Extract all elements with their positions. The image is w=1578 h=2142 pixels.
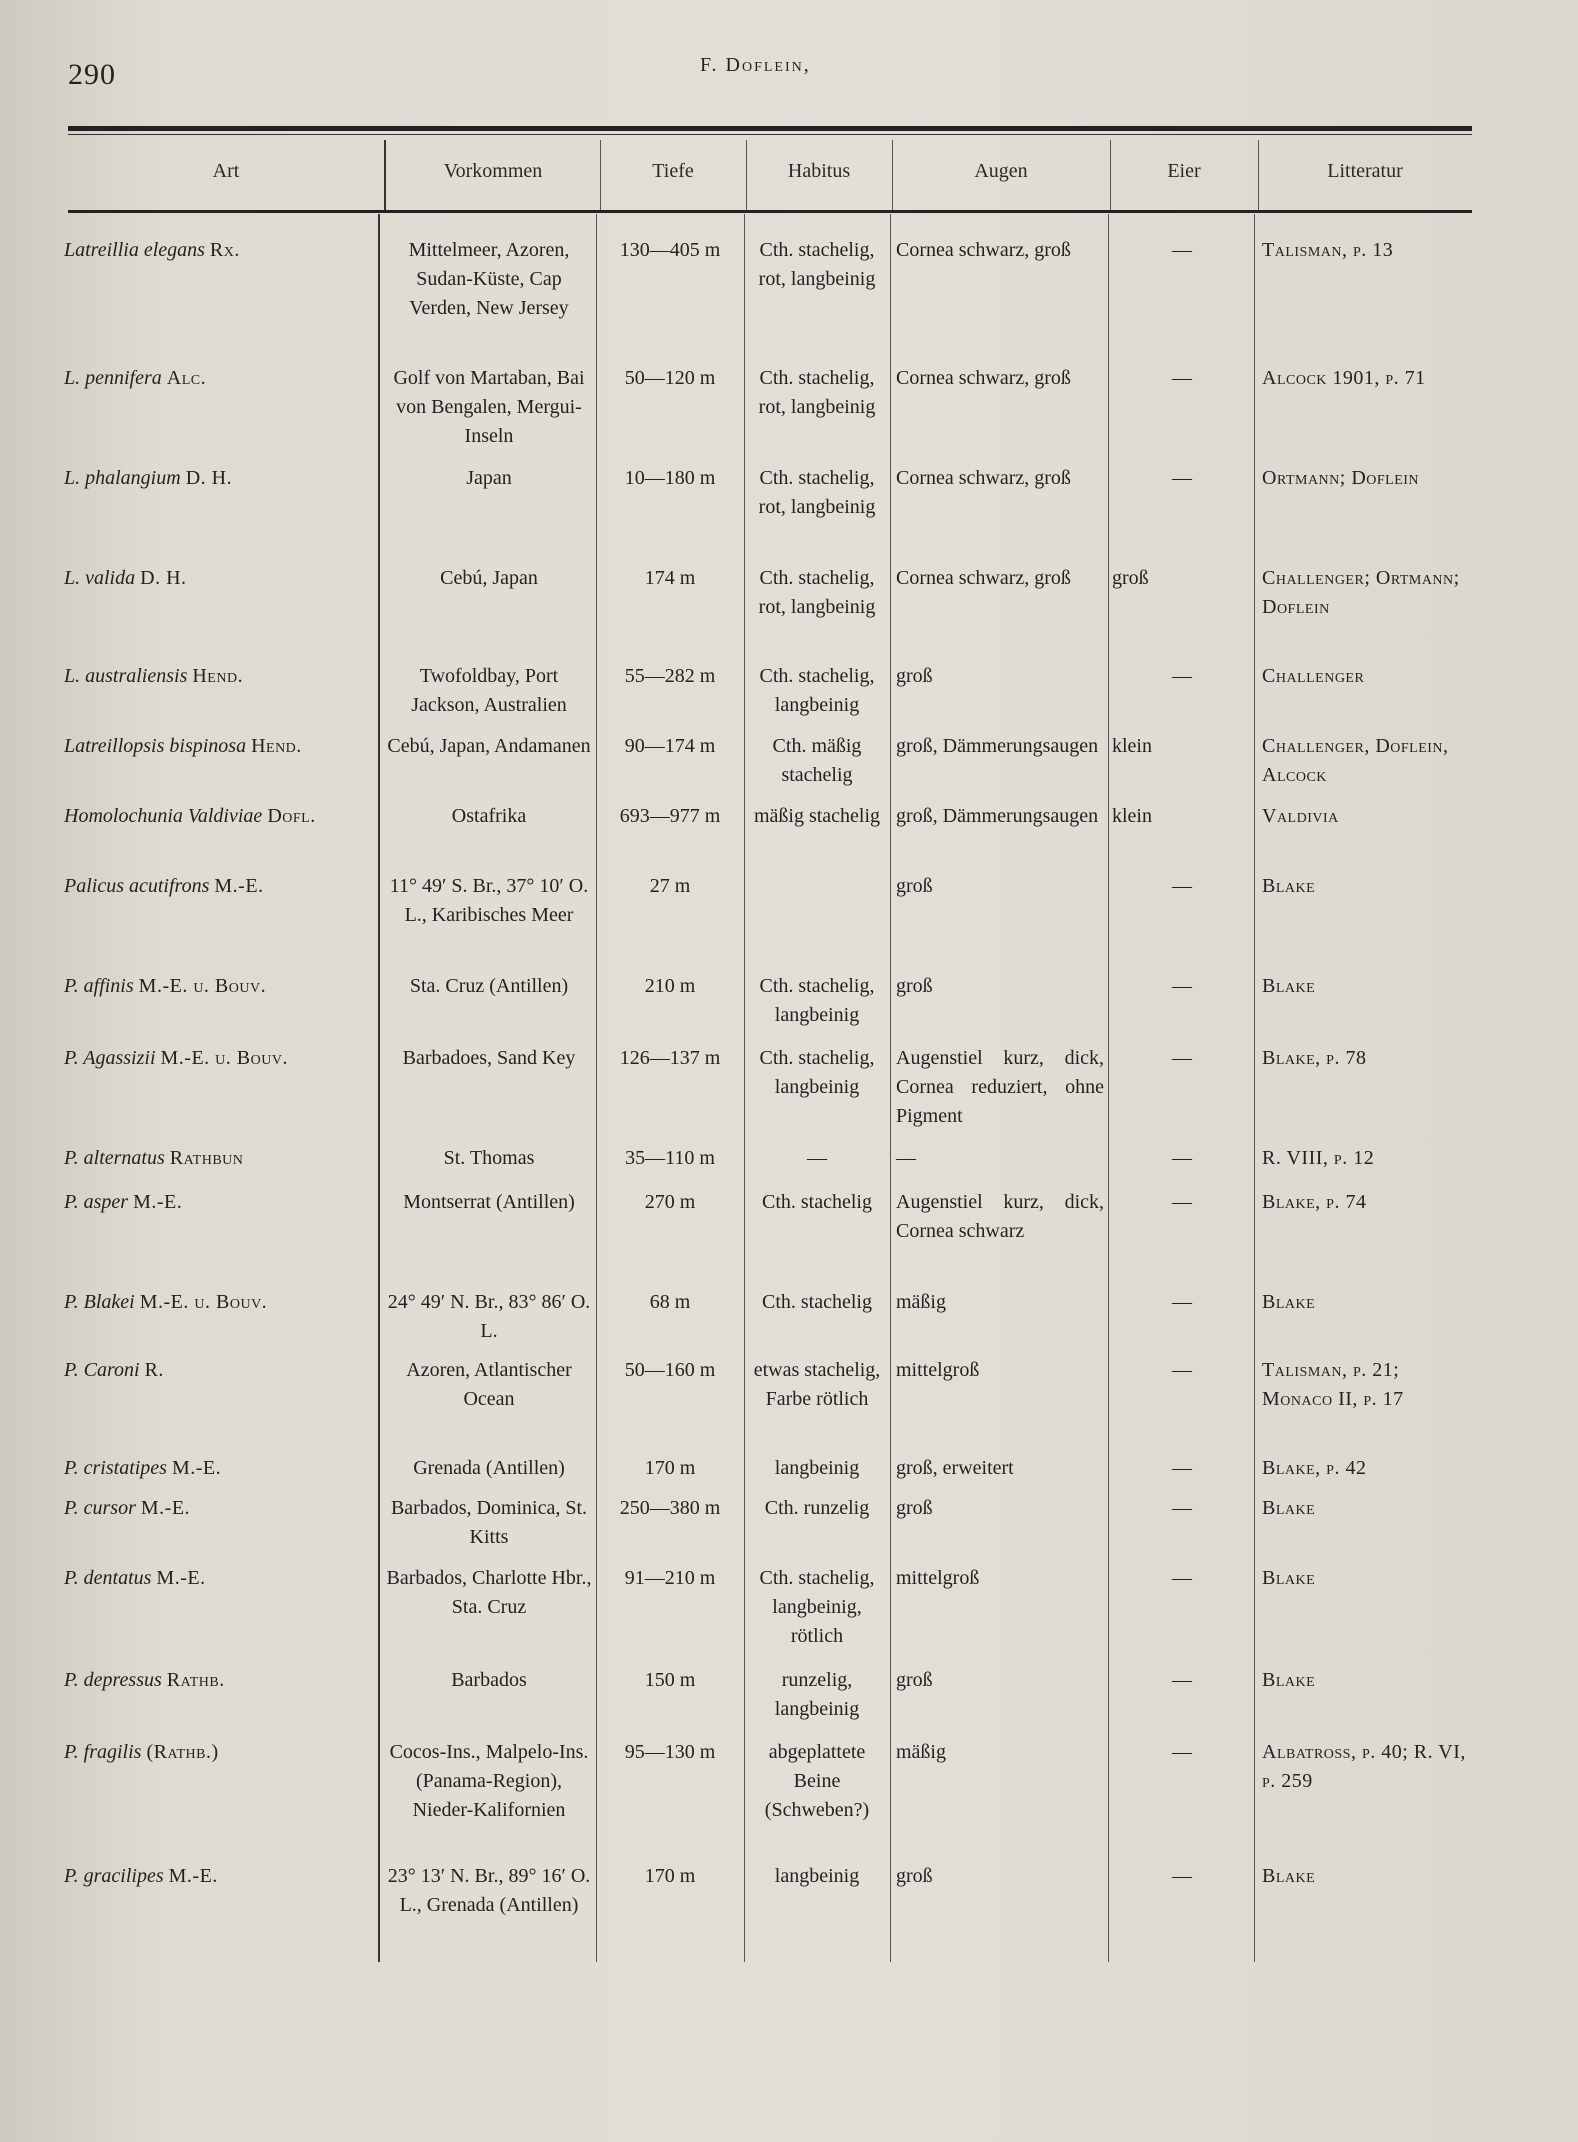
litteratur-cell: Albatross, p. 40; R. VI, p. 259 <box>1262 1741 1466 1792</box>
augen-cell: mäßig <box>896 1741 946 1763</box>
species-author: M.-E. u. Bouv. <box>160 1047 288 1069</box>
litteratur-cell: Blake, p. 78 <box>1262 1047 1367 1069</box>
column-divider <box>600 140 601 210</box>
litteratur-cell: Challenger <box>1262 665 1365 687</box>
habitus-cell: Cth. mäßig stachelig <box>772 735 862 786</box>
column-divider <box>892 140 893 210</box>
tiefe-cell: 130—405 m <box>619 239 721 261</box>
species-author: Rx. <box>209 239 240 261</box>
vorkommen-cell: 23° 13′ N. Br., 89° 16′ O. L., Grenada (Antillen) <box>387 1865 591 1916</box>
species-name: L. phalangium <box>64 467 181 489</box>
vorkommen-cell: Mittelmeer, Azoren, Sudan-Küste, Cap Verden, New Jersey <box>408 239 570 319</box>
species-name: P. alternatus <box>64 1147 165 1169</box>
eier-cell: — <box>1172 1047 1192 1069</box>
species-author: Alc. <box>166 367 207 389</box>
litteratur-cell: Blake <box>1262 1291 1316 1313</box>
species-cell <box>64 662 376 691</box>
eier-cell: — <box>1172 1497 1192 1519</box>
vorkommen-cell: Barbadoes, Sand Key <box>402 1047 576 1069</box>
column-header-eier: Eier <box>1167 160 1201 182</box>
species-name: P. cristatipes <box>64 1457 167 1479</box>
species-name: Homolochunia Valdiviae <box>64 805 263 827</box>
litteratur-cell: Ortmann; Doflein <box>1262 467 1420 489</box>
tiefe-cell: 10—180 m <box>624 467 716 489</box>
species-cell <box>64 464 376 493</box>
eier-cell: — <box>1172 1567 1192 1589</box>
species-cell <box>64 972 376 1001</box>
tiefe-cell: 27 m <box>649 875 691 897</box>
column-divider <box>1108 214 1109 1962</box>
habitus-cell: Cth. stachelig <box>762 1291 872 1313</box>
species-cell <box>64 1862 376 1891</box>
species-author: R. <box>144 1359 164 1381</box>
habitus-cell: langbeinig <box>774 1457 860 1479</box>
column-divider <box>1110 140 1111 210</box>
species-name: Latreillia elegans <box>64 239 205 261</box>
augen-cell: groß <box>896 665 933 687</box>
augen-cell: groß, Dämmerungsaugen <box>896 735 1099 757</box>
habitus-cell: Cth. stachelig, rot, langbeinig <box>758 567 876 618</box>
vorkommen-cell: Japan <box>466 467 512 489</box>
species-name: P. Blakei <box>64 1291 135 1313</box>
eier-cell: — <box>1172 1741 1192 1763</box>
habitus-cell: runzelig, langbeinig <box>774 1669 860 1720</box>
species-cell <box>64 364 376 393</box>
eier-cell: groß <box>1112 567 1149 589</box>
table-top-rule <box>68 126 1472 131</box>
vorkommen-cell: Ostafrika <box>451 805 527 827</box>
augen-cell: groß, erweitert <box>896 1457 1014 1479</box>
species-author: M.-E. <box>156 1567 206 1589</box>
species-name: P. asper <box>64 1191 129 1213</box>
litteratur-cell: R. VIII, p. 12 <box>1262 1147 1375 1169</box>
species-author: (Rathb.) <box>146 1741 219 1763</box>
column-divider <box>746 140 747 210</box>
species-cell <box>64 236 376 265</box>
vorkommen-cell: Twofoldbay, Port Jackson, Australien <box>411 665 567 716</box>
species-author: Dofl. <box>267 805 316 827</box>
vorkommen-cell: Barbados <box>451 1669 527 1691</box>
species-name: P. Agassizii <box>64 1047 156 1069</box>
augen-cell: groß <box>896 1497 933 1519</box>
vorkommen-cell: 11° 49′ S. Br., 37° 10′ O. L., Karibisches Meer <box>389 875 589 926</box>
species-author: M.-E. u. Bouv. <box>139 1291 268 1313</box>
augen-cell: mittelgroß <box>896 1359 980 1381</box>
species-cell <box>64 1666 376 1695</box>
column-divider <box>744 214 745 1962</box>
species-author: M.-E. <box>140 1497 191 1519</box>
tiefe-cell: 150 m <box>644 1669 696 1691</box>
eier-cell: — <box>1172 467 1192 489</box>
species-name: P. fragilis <box>64 1741 142 1763</box>
litteratur-cell: Blake, p. 74 <box>1262 1191 1367 1213</box>
eier-cell: — <box>1172 1457 1192 1479</box>
column-divider <box>1258 140 1259 210</box>
species-cell <box>64 1564 376 1593</box>
habitus-cell: — <box>807 1147 827 1169</box>
species-name: Palicus acutifrons <box>64 875 210 897</box>
species-cell <box>64 1738 376 1767</box>
column-header-litteratur: Litteratur <box>1327 160 1403 182</box>
augen-cell: mäßig <box>896 1291 946 1313</box>
eier-cell: — <box>1172 665 1192 687</box>
column-divider <box>890 214 891 1962</box>
column-header-augen: Augen <box>974 160 1028 182</box>
habitus-cell: Cth. stachelig <box>762 1191 872 1213</box>
column-divider <box>384 140 386 210</box>
species-author: Hend. <box>192 665 244 687</box>
column-divider <box>596 214 597 1962</box>
column-header-vorkommen: Vorkommen <box>443 160 543 182</box>
eier-cell: klein <box>1112 735 1152 757</box>
species-cell <box>64 1494 376 1523</box>
tiefe-cell: 270 m <box>644 1191 696 1213</box>
species-name: P. cursor <box>64 1497 136 1519</box>
species-cell <box>64 1454 376 1483</box>
habitus-cell: Cth. stachelig, rot, langbeinig <box>758 239 876 290</box>
augen-cell: Cornea schwarz, groß <box>896 367 1071 389</box>
vorkommen-cell: Grenada (Antillen) <box>413 1457 565 1479</box>
vorkommen-cell: 24° 49′ N. Br., 83° 86′ O. L. <box>387 1291 591 1342</box>
vorkommen-cell: Sta. Cruz (Antillen) <box>409 975 569 997</box>
litteratur-cell: Blake <box>1262 975 1316 997</box>
habitus-cell: abgeplattete Beine (Schweben?) <box>764 1741 870 1821</box>
tiefe-cell: 170 m <box>644 1865 696 1887</box>
species-name: P. affinis <box>64 975 134 997</box>
eier-cell: — <box>1172 975 1192 997</box>
habitus-cell: Cth. stachelig, langbeinig <box>759 665 875 716</box>
habitus-cell: Cth. stachelig, langbeinig, rötlich <box>759 1567 875 1647</box>
tiefe-cell: 693—977 m <box>619 805 721 827</box>
eier-cell: — <box>1172 1147 1192 1169</box>
vorkommen-cell: Montserrat (Antillen) <box>403 1191 575 1213</box>
species-author: M.-E. <box>133 1191 183 1213</box>
habitus-cell: Cth. stachelig, rot, langbeinig <box>758 467 876 518</box>
tiefe-cell: 174 m <box>644 567 696 589</box>
species-author: M.-E. <box>168 1865 218 1887</box>
species-cell <box>64 564 376 593</box>
species-cell <box>64 1188 376 1217</box>
vorkommen-cell: Cebú, Japan, Andamanen <box>387 735 591 757</box>
species-name: P. gracilipes <box>64 1865 164 1887</box>
habitus-cell: mäßig stachelig <box>753 805 881 827</box>
tiefe-cell: 250—380 m <box>619 1497 721 1519</box>
augen-cell: Cornea schwarz, groß <box>896 239 1071 261</box>
tiefe-cell: 95—130 m <box>624 1741 716 1763</box>
species-cell <box>64 872 376 901</box>
tiefe-cell: 50—120 m <box>624 367 716 389</box>
species-author: Rathbun <box>169 1147 244 1169</box>
tiefe-cell: 170 m <box>644 1457 696 1479</box>
tiefe-cell: 210 m <box>644 975 696 997</box>
habitus-cell: Cth. stachelig, langbeinig <box>759 975 875 1026</box>
litteratur-cell: Valdivia <box>1262 805 1339 827</box>
habitus-cell: Cth. stachelig, rot, langbeinig <box>758 367 876 418</box>
vorkommen-cell: Cebú, Japan <box>440 567 538 589</box>
habitus-cell: Cth. stachelig, langbeinig <box>759 1047 875 1098</box>
augen-cell: Cornea schwarz, groß <box>896 567 1071 589</box>
vorkommen-cell: St. Thomas <box>443 1147 535 1169</box>
augen-cell: mittelgroß <box>896 1567 980 1589</box>
augen-cell: groß <box>896 875 933 897</box>
species-cell <box>64 732 376 761</box>
species-author: D. H. <box>140 567 187 589</box>
species-cell <box>64 1288 376 1317</box>
species-cell <box>64 1144 376 1173</box>
column-header-art: Art <box>212 160 240 182</box>
column-divider <box>378 214 380 1962</box>
page-number: 290 <box>68 58 116 91</box>
augen-cell: Augenstiel kurz, dick, Cornea schwarz <box>896 1191 1104 1242</box>
eier-cell: klein <box>1112 805 1152 827</box>
tiefe-cell: 126—137 m <box>619 1047 721 1069</box>
tiefe-cell: 35—110 m <box>625 1147 715 1169</box>
species-cell <box>64 802 376 831</box>
litteratur-cell: Alcock 1901, p. 71 <box>1262 367 1426 389</box>
species-name: L. pennifera <box>64 367 162 389</box>
species-author: M.-E. u. Bouv. <box>138 975 267 997</box>
litteratur-cell: Talisman, p. 13 <box>1262 239 1394 261</box>
species-cell <box>64 1356 376 1385</box>
habitus-cell: Cth. runzelig <box>764 1497 870 1519</box>
species-author: Hend. <box>251 735 302 757</box>
tiefe-cell: 90—174 m <box>624 735 716 757</box>
habitus-cell: langbeinig <box>774 1865 860 1887</box>
litteratur-cell: Blake <box>1262 1865 1316 1887</box>
litteratur-cell: Talisman, p. 21; Monaco II, p. 17 <box>1262 1359 1404 1410</box>
tiefe-cell: 91—210 m <box>624 1567 716 1589</box>
tiefe-cell: 50—160 m <box>624 1359 716 1381</box>
litteratur-cell: Blake, p. 42 <box>1262 1457 1367 1479</box>
species-author: M.-E. <box>171 1457 222 1479</box>
eier-cell: — <box>1172 1359 1192 1381</box>
vorkommen-cell: Barbados, Dominica, St. Kitts <box>390 1497 588 1548</box>
eier-cell: — <box>1172 1291 1192 1313</box>
eier-cell: — <box>1172 1191 1192 1213</box>
species-author: D. H. <box>185 467 233 489</box>
litteratur-cell: Blake <box>1262 1567 1316 1589</box>
vorkommen-cell: Cocos-Ins., Malpelo-Ins. (Panama-Region), Nieder-Kalifornien <box>389 1741 589 1821</box>
species-author: Rathb. <box>166 1669 225 1691</box>
vorkommen-cell: Barbados, Charlotte Hbr., Sta. Cruz <box>386 1567 592 1618</box>
litteratur-cell: Blake <box>1262 1669 1316 1691</box>
litteratur-cell: Blake <box>1262 1497 1316 1519</box>
species-name: P. dentatus <box>64 1567 152 1589</box>
augen-cell: groß <box>896 975 933 997</box>
eier-cell: — <box>1172 239 1192 261</box>
eier-cell: — <box>1172 875 1192 897</box>
eier-cell: — <box>1172 367 1192 389</box>
tiefe-cell: 68 m <box>649 1291 691 1313</box>
augen-cell: groß, Dämmerungsaugen <box>896 805 1099 827</box>
tiefe-cell: 55—282 m <box>624 665 716 687</box>
running-title: F. Doflein, <box>700 54 811 76</box>
column-header-habitus: Habitus <box>787 160 851 182</box>
table-header-rule <box>68 210 1472 213</box>
augen-cell: Augenstiel kurz, dick, Cornea reduziert, ohne Pigment <box>896 1047 1104 1127</box>
table-top-rule-thin <box>68 134 1472 135</box>
species-name: P. Caroni <box>64 1359 140 1381</box>
litteratur-cell: Blake <box>1262 875 1316 897</box>
column-divider <box>1254 214 1255 1962</box>
column-header-tiefe: Tiefe <box>652 160 694 182</box>
litteratur-cell: Challenger, Doflein, Alcock <box>1262 735 1449 786</box>
species-cell <box>64 1044 376 1073</box>
augen-cell: — <box>896 1147 916 1169</box>
augen-cell: groß <box>896 1865 933 1887</box>
species-name: L. australiensis <box>64 665 188 687</box>
eier-cell: — <box>1172 1669 1192 1691</box>
habitus-cell: etwas stachelig, Farbe rötlich <box>753 1359 881 1410</box>
species-name: L. valida <box>64 567 136 589</box>
vorkommen-cell: Azoren, Atlantischer Ocean <box>406 1359 572 1410</box>
augen-cell: Cornea schwarz, groß <box>896 467 1071 489</box>
eier-cell: — <box>1172 1865 1192 1887</box>
litteratur-cell: Challenger; Ortmann; Doflein <box>1262 567 1460 618</box>
species-name: Latreillopsis bispinosa <box>64 735 247 757</box>
vorkommen-cell: Golf von Martaban, Bai von Bengalen, Mergui-Inseln <box>393 367 585 447</box>
species-author: M.-E. <box>214 875 264 897</box>
species-name: P. depressus <box>64 1669 162 1691</box>
augen-cell: groß <box>896 1669 933 1691</box>
